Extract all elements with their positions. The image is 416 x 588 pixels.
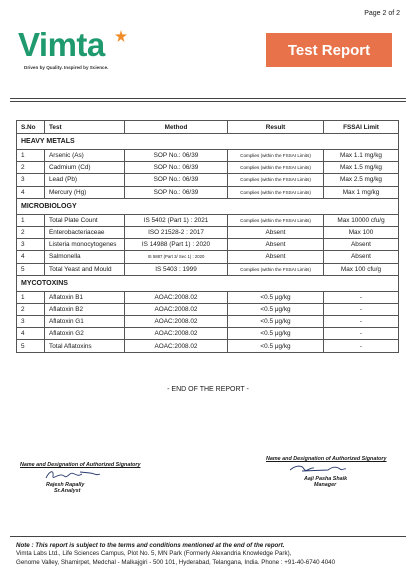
cell-limit: -: [324, 303, 399, 315]
cell-limit: Absent: [324, 239, 399, 251]
table-header-row: [17, 121, 399, 134]
section-row: [17, 198, 399, 214]
section-title-heavy-metals: HEAVY METALS: [17, 134, 399, 150]
table-row: [17, 186, 399, 198]
column-header-result: Result: [228, 121, 324, 134]
cell-limit: -: [324, 340, 399, 352]
cell-test: Total Aflatoxins: [45, 340, 125, 352]
table-row: [17, 162, 399, 174]
table-row: [17, 340, 399, 352]
cell-limit: Max 100 cfu/g: [324, 263, 399, 275]
table-row: [17, 303, 399, 315]
cell-result: <0.5 μg/kg: [228, 291, 324, 303]
table-row: [17, 291, 399, 303]
cell-test: Salmonella: [45, 251, 125, 263]
cell-result: Absent: [228, 226, 324, 238]
cell-method: IS 5402 (Part 1) : 2021: [125, 214, 228, 226]
cell-result: <0.5 μg/kg: [228, 316, 324, 328]
logo-tagline: Driven by Quality. Inspired by Science.: [24, 65, 109, 70]
cell-limit: Max 1.5 mg/kg: [324, 162, 399, 174]
cell-result: Complies (within the FSSAI Limits): [228, 214, 324, 226]
cell-sno: 5: [17, 263, 45, 275]
table-row: [17, 239, 399, 251]
cell-test: Aflatoxin G2: [45, 328, 125, 340]
cell-method: AOAC:2008.02: [125, 340, 228, 352]
cell-sno: 3: [17, 174, 45, 186]
cell-test: Lead (Pb): [45, 174, 125, 186]
cell-limit: Max 2.5 mg/kg: [324, 174, 399, 186]
cell-result: <0.5 μg/kg: [228, 328, 324, 340]
footer-divider: [10, 536, 406, 537]
signatory-role: Manager: [314, 482, 337, 488]
cell-test: Arsenic (As): [45, 150, 125, 162]
section-title-microbiology: MICROBIOLOGY: [17, 198, 399, 214]
cell-test: Listeria monocytogenes: [45, 239, 125, 251]
cell-test: Aflatoxin G1: [45, 316, 125, 328]
column-header-sno: S.No: [17, 121, 45, 134]
table-row: [17, 150, 399, 162]
end-of-report-text: - END OF THE REPORT -: [167, 386, 249, 393]
cell-sno: 1: [17, 214, 45, 226]
section-row: [17, 275, 399, 291]
cell-method: AOAC:2008.02: [125, 328, 228, 340]
cell-sno: 3: [17, 316, 45, 328]
cell-result: Absent: [228, 251, 324, 263]
footer-address-line-2: Genome Valley, Shamirpet, Medchal - Malkajgiri - 500 101, Hyderabad, Telangana, India. Phone : +91-40-6740 4040: [16, 558, 336, 566]
cell-sno: 2: [17, 162, 45, 174]
cell-result: <0.5 μg/kg: [228, 340, 324, 352]
signature-scribble: [44, 468, 104, 482]
footer-note: Note : This report is subject to the terms and conditions mentioned at the end of the report.: [16, 542, 285, 549]
logo-wordmark: Vimta: [18, 26, 105, 63]
cell-method: SOP No.: 06/39: [125, 150, 228, 162]
cell-sno: 4: [17, 251, 45, 263]
cell-method: IS 14988 (Part 1) : 2020: [125, 239, 228, 251]
cell-method: AOAC:2008.02: [125, 303, 228, 315]
cell-method: IS 5403 : 1999: [125, 263, 228, 275]
section-title-mycotoxins: MYCOTOXINS: [17, 275, 399, 291]
cell-limit: Absent: [324, 251, 399, 263]
cell-sno: 4: [17, 186, 45, 198]
cell-test: Total Yeast and Mould: [45, 263, 125, 275]
footer: [16, 542, 408, 567]
cell-limit: Max 10000 cfu/g: [324, 214, 399, 226]
signatory-heading: Name and Designation of Authorized Signatory: [20, 462, 141, 468]
table-row: [17, 214, 399, 226]
column-header-fssai-limit: FSSAI Limit: [324, 121, 399, 134]
signature-scribble: [288, 462, 348, 476]
star-icon: [115, 30, 127, 42]
signatory-right: [266, 456, 406, 488]
page-number: Page 2 of 2: [364, 10, 400, 17]
cell-result: Complies (within the FSSAI Limits): [228, 174, 324, 186]
cell-sno: 2: [17, 226, 45, 238]
header-divider-secondary: [10, 101, 406, 102]
footer-address-line-1: Vimta Labs Ltd., Life Sciences Campus, Plot No. 5, MN Park (Formerly Alexandria Knowledge Park),: [16, 550, 292, 558]
cell-test: Mercury (Hg): [45, 186, 125, 198]
cell-result: Complies (within the FSSAI Limits): [228, 263, 324, 275]
cell-sno: 5: [17, 340, 45, 352]
cell-limit: -: [324, 328, 399, 340]
cell-method: AOAC:2008.02: [125, 316, 228, 328]
report-title-banner: Test Report: [266, 33, 392, 67]
cell-result: <0.5 μg/kg: [228, 303, 324, 315]
cell-limit: Max 100: [324, 226, 399, 238]
table-row: [17, 251, 399, 263]
cell-sno: 4: [17, 328, 45, 340]
cell-limit: -: [324, 291, 399, 303]
cell-limit: Max 1 mg/kg: [324, 186, 399, 198]
cell-result: Complies (within the FSSAI Limits): [228, 186, 324, 198]
cell-test: Enterobacteriaceae: [45, 226, 125, 238]
cell-method: IS 5887 (Part 3/ Sec 1) : 2020: [125, 251, 228, 263]
table-row: [17, 328, 399, 340]
signatory-name: Rajesh Rapally: [46, 482, 85, 488]
cell-result: Complies (within the FSSAI Limits): [228, 150, 324, 162]
signatory-role: Sr.Analyst: [54, 488, 81, 494]
section-row: [17, 134, 399, 150]
cell-test: Aflatoxin B2: [45, 303, 125, 315]
column-header-method: Method: [125, 121, 228, 134]
cell-method: SOP No.: 06/39: [125, 186, 228, 198]
cell-result: Absent: [228, 239, 324, 251]
table-row: [17, 226, 399, 238]
cell-sno: 1: [17, 150, 45, 162]
cell-method: AOAC:2008.02: [125, 291, 228, 303]
header-divider: [10, 98, 406, 99]
cell-sno: 3: [17, 239, 45, 251]
cell-sno: 1: [17, 291, 45, 303]
cell-method: ISO 21528-2 : 2017: [125, 226, 228, 238]
cell-method: SOP No.: 06/39: [125, 162, 228, 174]
signatory-left: [20, 462, 180, 494]
cell-result: Complies (within the FSSAI Limits): [228, 162, 324, 174]
results-table: [16, 120, 399, 353]
signatory-name: Aaji Pasha Shaik: [304, 476, 348, 482]
signatory-heading: Name and Designation of Authorized Signatory: [266, 456, 387, 462]
cell-sno: 2: [17, 303, 45, 315]
table-row: [17, 174, 399, 186]
cell-method: SOP No.: 06/39: [125, 174, 228, 186]
cell-limit: -: [324, 316, 399, 328]
cell-test: Aflatoxin B1: [45, 291, 125, 303]
vimta-logo: [18, 28, 128, 76]
cell-test: Total Plate Count: [45, 214, 125, 226]
cell-limit: Max 1.1 mg/kg: [324, 150, 399, 162]
table-row: [17, 316, 399, 328]
column-header-test: Test: [45, 121, 125, 134]
table-row: [17, 263, 399, 275]
cell-test: Cadmium (Cd): [45, 162, 125, 174]
